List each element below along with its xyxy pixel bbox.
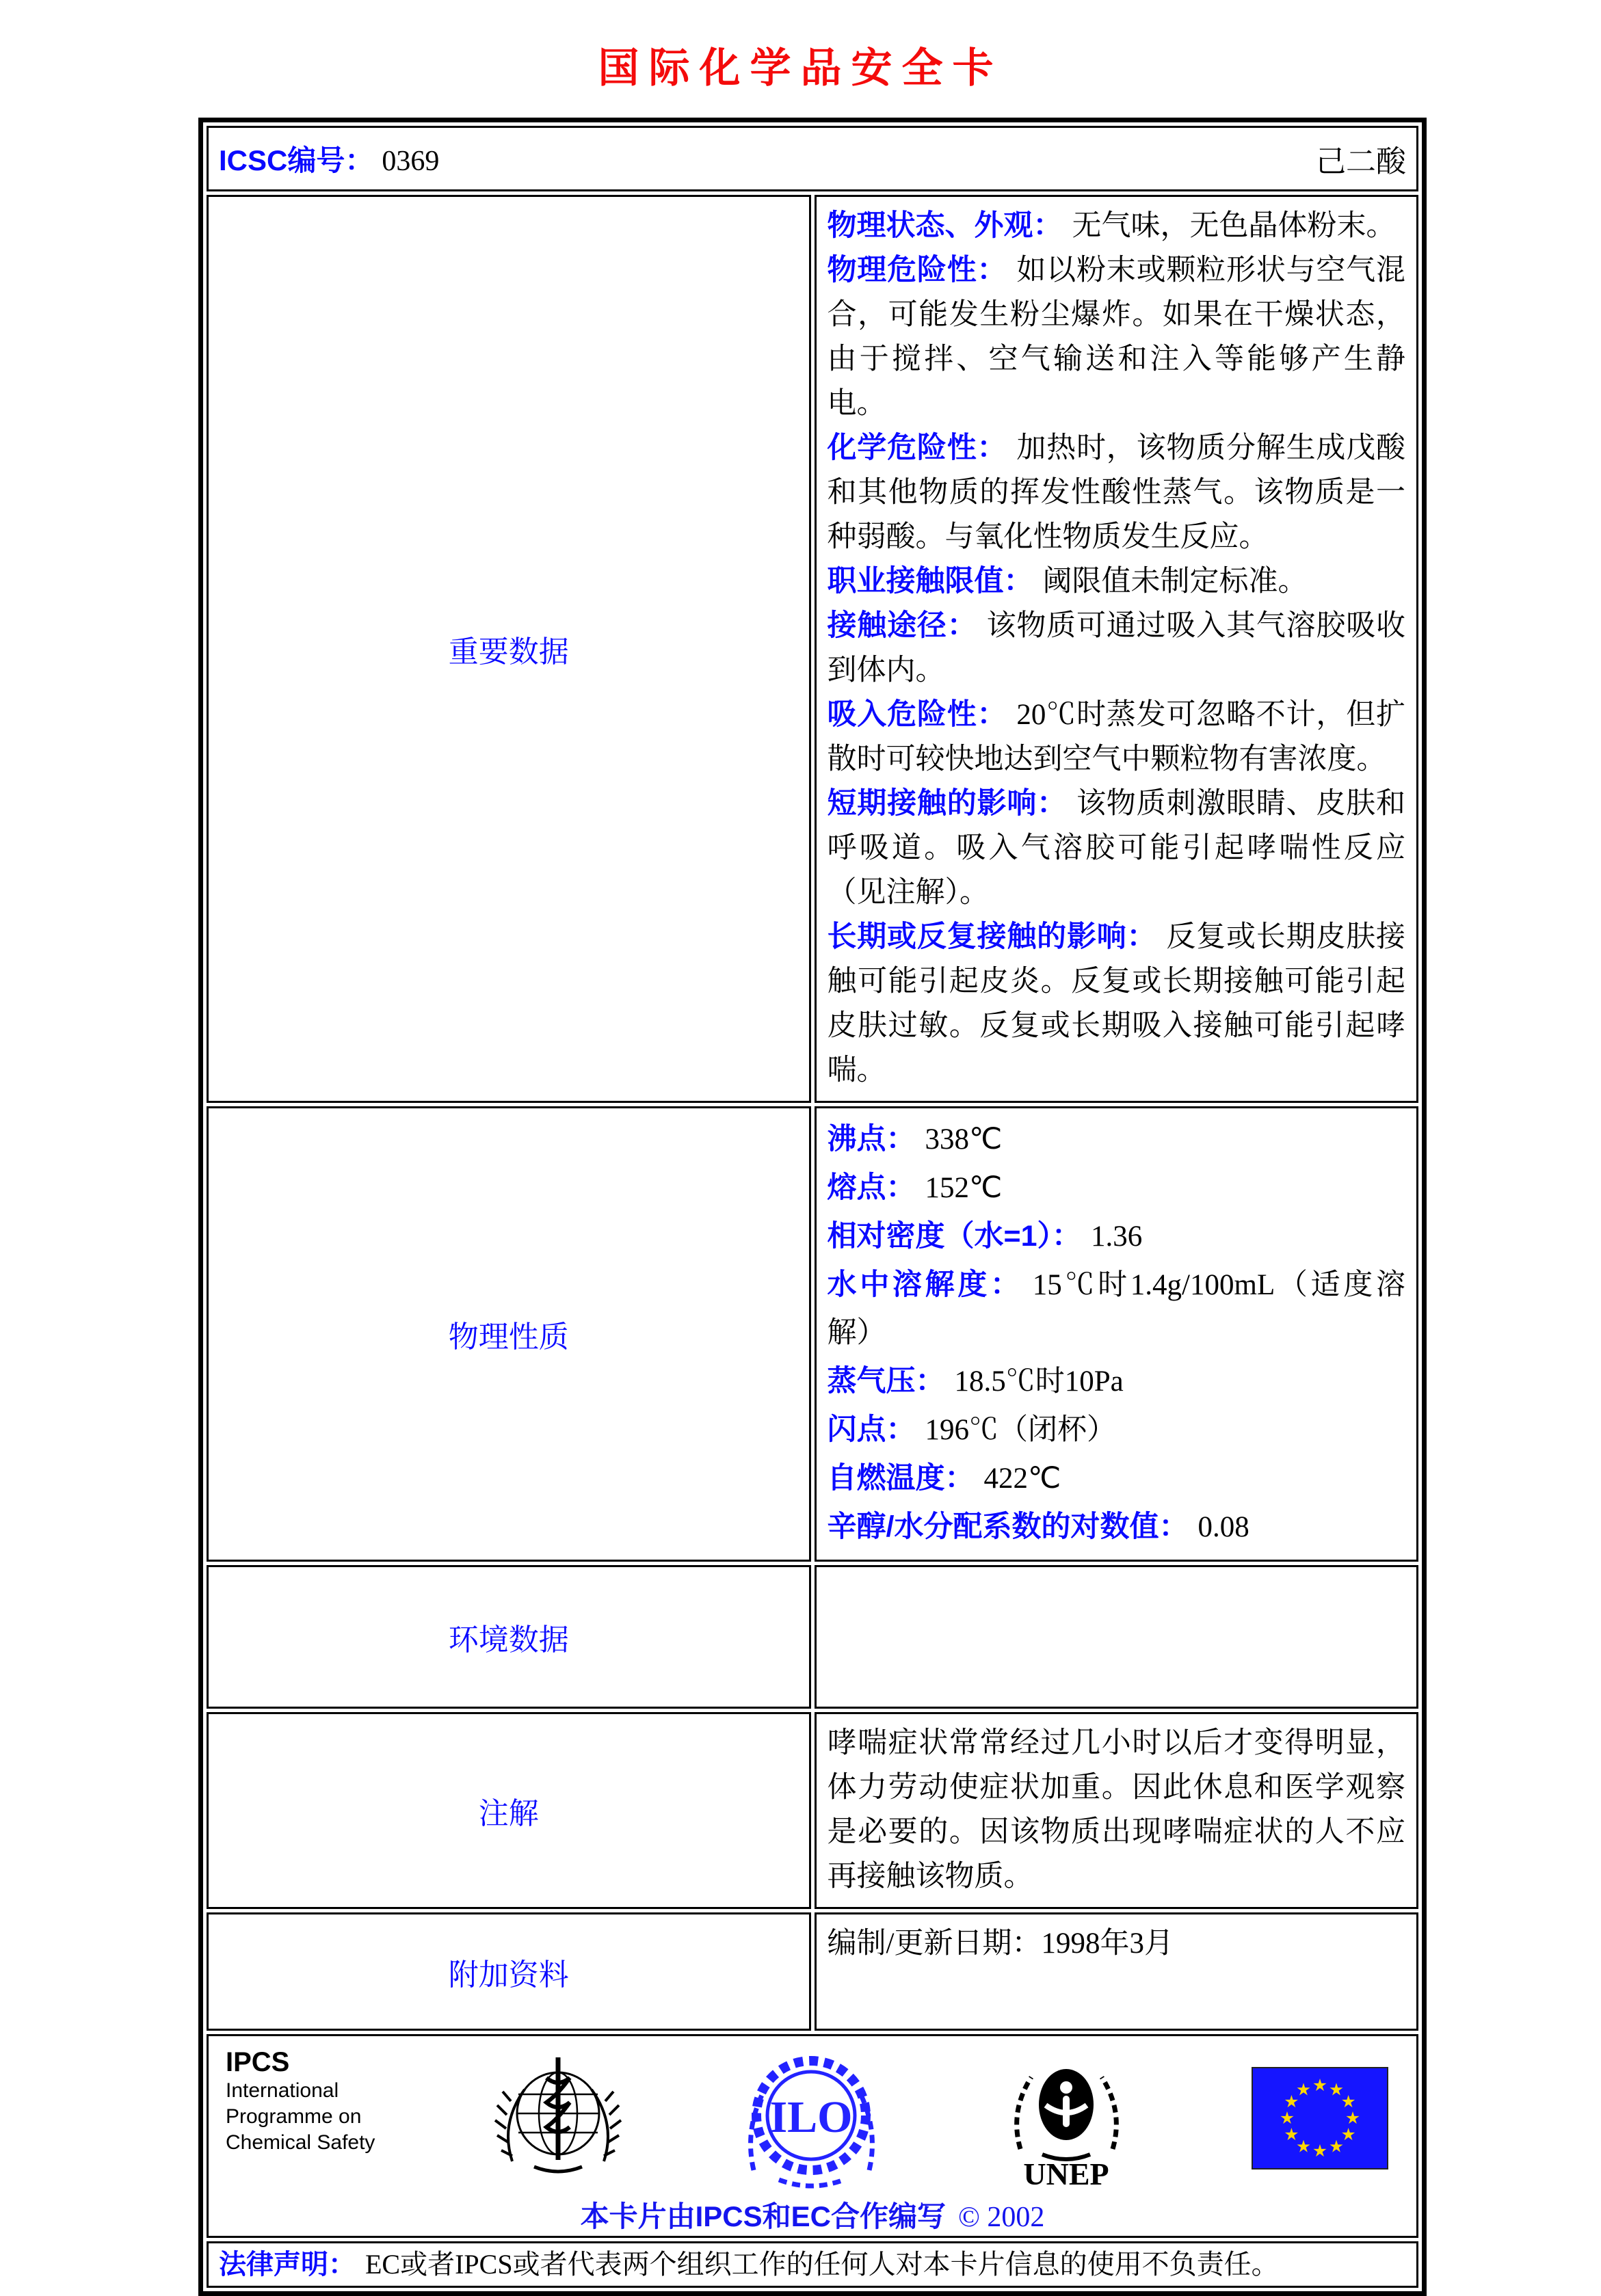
icsc-card-table	[198, 118, 1427, 2296]
section-content-environmental-data	[815, 1565, 1419, 1709]
field-exposure-limit: 职业接触限值： 阈限值未制定标准。	[827, 565, 1308, 598]
icsc-number-group	[219, 138, 439, 179]
logos-row	[209, 2037, 1416, 2190]
unep-letters: UNEP	[1023, 2157, 1109, 2190]
credit-text: 本卡片由IPCS和EC合作编写	[580, 2200, 946, 2232]
who-logo-icon	[493, 2052, 623, 2185]
section-label-environmental-data: 环境数据	[207, 1565, 811, 1709]
logos-row-cell	[207, 2034, 1418, 2238]
icsc-number-value: 0369	[382, 146, 440, 177]
field-physical-danger: 物理危险性： 如以粉末或颗粒形状与空气混合，可能发生粉尘爆炸。如果在干燥状态，由于搅拌、空气输送和注入等能够产生静电。	[827, 254, 1406, 420]
ipcs-line-3: Chemical Safety	[226, 2131, 375, 2154]
section-label-additional-information: 附加资料	[207, 1912, 811, 2031]
section-content-important-data	[815, 195, 1419, 1103]
field-inhalation-risk: 吸入危险性： 20℃时蒸发可忽略不计，但扩散时可较快地达到空气中颗粒物有害浓度。	[827, 698, 1406, 775]
section-label-important-data: 重要数据	[207, 195, 811, 1103]
credit-line	[209, 2194, 1416, 2235]
field-autoignition-temperature: 自燃温度： 422℃	[827, 1462, 1061, 1495]
ilo-logo-icon	[741, 2048, 882, 2189]
field-exposure-route: 接触途径： 该物质可通过吸入其气溶胶吸收到体内。	[827, 609, 1406, 686]
field-relative-density: 相对密度（水=1）： 1.36	[827, 1220, 1143, 1253]
field-physical-state: 物理状态、外观： 无气味，无色晶体粉末。	[827, 209, 1396, 242]
section-label-physical-properties: 物理性质	[207, 1106, 811, 1562]
field-chemical-danger: 化学危险性： 加热时，该物质分解生成戊酸和其他物质的挥发性酸性蒸气。该物质是一种弱酸。与氧化性物质发生反应。	[827, 431, 1406, 553]
icsc-number-label: ICSC编号：	[219, 144, 374, 176]
credit-year: © 2002	[957, 2202, 1045, 2233]
chemical-name: 己二酸	[1316, 145, 1406, 178]
legal-text: EC或者IPCS或者代表两个组织工作的任何人对本卡片信息的使用不负责任。	[365, 2249, 1279, 2280]
section-label-notes: 注解	[207, 1712, 811, 1909]
field-short-term-effects: 短期接触的影响： 该物质刺激眼睛、皮肤和呼吸道。吸入气溶胶可能引起哮喘性反应（见注解）。	[827, 787, 1406, 909]
field-melting-point: 熔点： 152℃	[827, 1171, 1003, 1204]
ipcs-text-block	[226, 2046, 375, 2156]
legal-row-cell	[207, 2241, 1418, 2288]
header-row	[209, 137, 1416, 181]
legal-label: 法律声明：	[219, 2250, 356, 2280]
section-content-additional-information: 编制/更新日期：1998年3月	[815, 1912, 1419, 2031]
field-flash-point: 闪点： 196℃（闭杯）	[827, 1413, 1116, 1446]
legal-notice	[209, 2244, 1416, 2285]
ipcs-acronym: IPCS	[226, 2047, 290, 2077]
ilo-letters: ILO	[769, 2092, 853, 2142]
header-row-cell	[207, 126, 1418, 191]
field-water-solubility: 水中溶解度： 15℃时1.4g/100mL（适度溶解）	[827, 1268, 1406, 1349]
section-content-physical-properties	[815, 1106, 1419, 1562]
unep-logo-icon	[1000, 2046, 1133, 2190]
ipcs-line-2: Programme on	[226, 2105, 362, 2128]
page-title: 国际化学品安全卡	[598, 46, 1003, 91]
ipcs-line-1: International	[226, 2079, 339, 2102]
field-boiling-point: 沸点： 338℃	[827, 1123, 1003, 1156]
eu-flag-icon	[1252, 2067, 1388, 2170]
section-content-notes: 哮喘症状常常经过几小时以后才变得明显，体力劳动使症状加重。因此休息和医学观察是必要的。因该物质出现哮喘症状的人不应再接触该物质。	[815, 1712, 1419, 1909]
field-vapor-pressure: 蒸气压： 18.5℃时10Pa	[827, 1365, 1124, 1398]
field-octanol-water-partition: 辛醇/水分配系数的对数值： 0.08	[827, 1510, 1249, 1543]
field-long-term-effects: 长期或反复接触的影响： 反复或长期皮肤接触可能引起皮炎。反复或长期接触可能引起皮肤过敏。反复或长期吸入接触可能引起哮喘。	[827, 920, 1406, 1086]
